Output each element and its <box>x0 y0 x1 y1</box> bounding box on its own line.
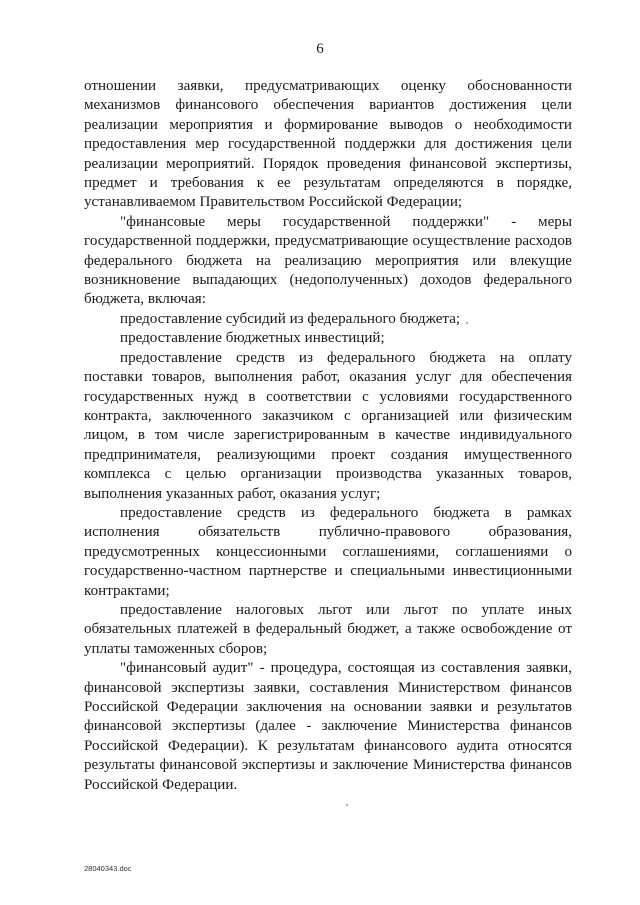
paragraph: "финансовый аудит" - процедура, состоящая из составления заявки, финансовой экспертизы заявки, составления Министерством финансов Российской Федерации заключения на основании заявки и результатов финансовой экспертизы (далее - заключение Министерства финансов Российской Федерации). К результатам финансового аудита относятся результаты финансовой экспертизы и заключение Министерства финансов Российской Федерации. <box>84 660 572 793</box>
paragraph: предоставление бюджетных инвестиций; <box>120 330 385 347</box>
page-number: 6 <box>316 41 324 57</box>
paragraph: предоставление налоговых льгот или льгот по уплате иных обязательных платежей в федеральный бюджет, а также освобождение от уплаты таможенных сборов; <box>84 601 572 657</box>
paragraph: предоставление субсидий из федерального бюджета; <box>120 310 461 327</box>
document-body <box>84 77 572 795</box>
paragraph: "финансовые меры государственной поддержки" - меры государственной поддержки, предусматривающие осуществление расходов федерального бюджета на реализацию мероприятия или влекущие возникновение выпадающих (недополученных) доходов федерального бюджета, включая: <box>84 213 572 308</box>
paragraph: отношении заявки, предусматривающих оценку обоснованности механизмов финансового обеспечения вариантов достижения цели реализации мероприятия и формирование выводов о необходимости предоставления мер государственной поддержки для достижения цели реализации мероприятий. Порядок проведения финансовой экспертизы, предмет и требования к ее результатам определяются в порядке, устанавливаемом Правительством Российской Федерации; <box>84 78 572 211</box>
footer-filename: 28040343.doc <box>84 864 132 873</box>
scan-speck <box>346 804 348 806</box>
paragraph: предоставление средств из федерального бюджета на оплату поставки товаров, выполнения работ, оказания услуг для обеспечения государственных нужд в соответствии с условиями государственного контракта, заключенного заказчиком с организацией или физическим лицом, в том числе зарегистрированным в качестве индивидуального предпринимателя, реализующими проект создания имущественного комплекса с целью организации производства указанных товаров, выполнения указанных работ, оказания услуг; <box>84 349 572 502</box>
paragraph: предоставление средств из федерального бюджета в рамках исполнения обязательств публично-правового образования, предусмотренных концессионными соглашениями, соглашениями о государственно-частном партнерстве и специальными инвестиционными контрактами; <box>84 504 572 599</box>
scan-speck <box>466 322 468 324</box>
